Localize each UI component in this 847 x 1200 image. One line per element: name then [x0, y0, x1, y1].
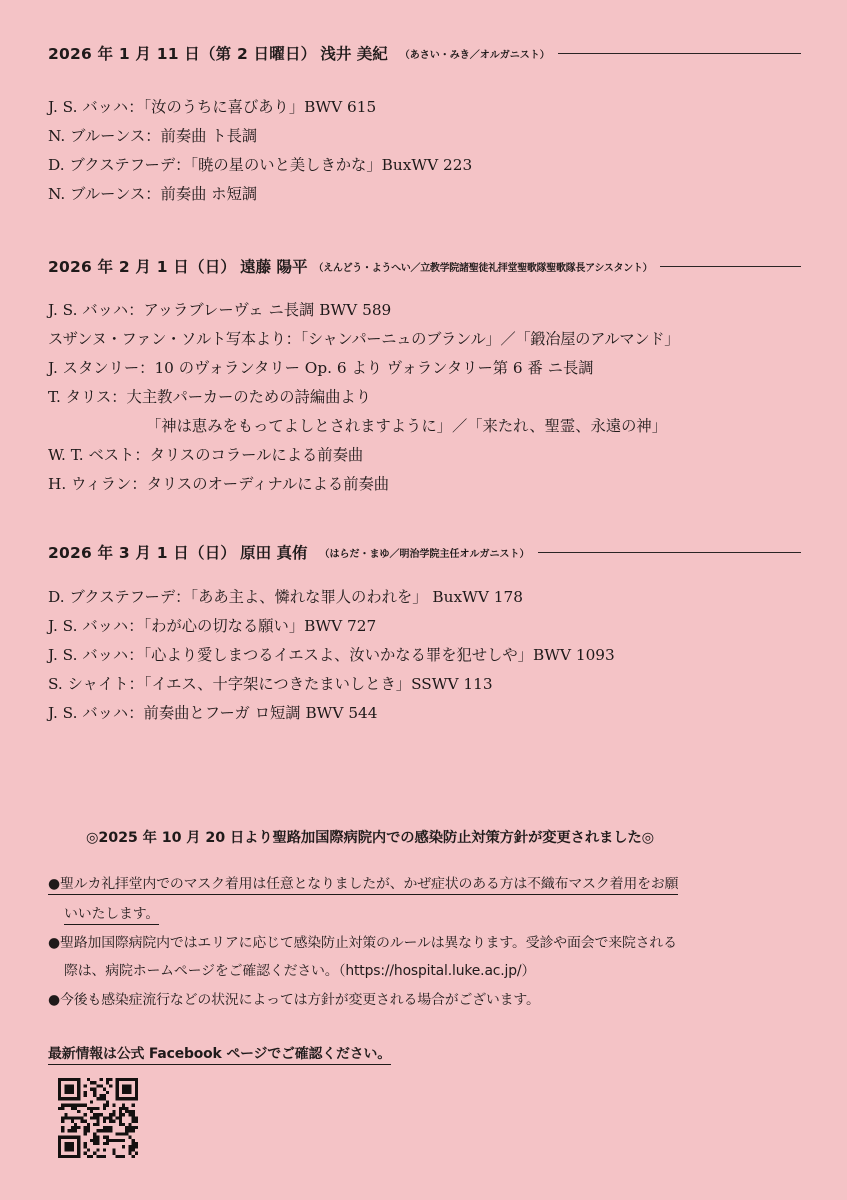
program-item: N. ブルーンス：前奏曲 ト長調	[48, 127, 258, 145]
program-item: D. ブクステフーデ：「ああ主よ、憐れな罪人のわれを」 BuxWV 178	[48, 588, 523, 606]
performer-name: 浅井 美紀	[320, 45, 388, 63]
notice-item-mask-line-2: いいたします。	[64, 906, 159, 925]
latest-info-facebook: 最新情報は公式 Facebook ページでご確認ください。	[48, 1042, 391, 1065]
header-divider	[538, 552, 802, 553]
program-list-3	[48, 583, 807, 728]
program-item: J. S. バッハ：前奏曲とフーガ ロ短調 BWV 544	[48, 704, 378, 722]
program-item: J. S. バッハ：アッラブレーヴェ ニ長調 BWV 589	[48, 301, 392, 319]
program-list-1	[48, 93, 807, 209]
program-item: W. T. ベスト：タリスのコラールによる前奏曲	[48, 446, 364, 464]
program-item: H. ウィラン：タリスのオーディナルによる前奏曲	[48, 475, 390, 493]
qr-code[interactable]	[58, 1078, 138, 1158]
notice-item-mask-line-1: ●聖ルカ礼拝堂内でのマスク着用は任意となりましたが、かぜ症状のある方は不織布マスク着用をお願	[48, 876, 678, 895]
notice-item-policy-change: ●今後も感染症流行などの状況によっては方針が変更される場合がございます。	[48, 992, 540, 1008]
program-item: J. S. バッハ：「汝のうちに喜びあり」BWV 615	[48, 98, 377, 116]
concert-header-1	[48, 40, 801, 66]
program-item: J. スタンリー：10 のヴォランタリー Op. 6 より ヴォランタリー第 6 番 ニ長調	[48, 359, 594, 377]
program-item-continuation: 「神は恵みをもってよしとされますように」／「来たれ、聖霊、永遠の神」	[146, 417, 668, 435]
concert-header-3	[48, 539, 801, 565]
notice-title: ◎2025 年 10 月 20 日より聖路加国際病院内での感染防止対策方針が変更されました◎	[86, 830, 655, 846]
notice-item-rules-continuation: 際は、病院ホームページをご確認ください。（https://hospital.luke.ac.jp/）	[64, 963, 536, 979]
program-item: スザンヌ・ファン・ソルト写本より：「シャンパーニュのブランル」／「鍛冶屋のアルマンド」	[48, 330, 680, 348]
program-item: T. タリス：大主教パーカーのための詩編曲より	[48, 388, 372, 406]
performer-role: （はらだ・まゆ／明治学院主任オルガニスト）	[319, 548, 530, 560]
program-item: S. シャイト：「イエス、十字架につきたまいしとき」SSWV 113	[48, 675, 493, 693]
performer-role: （あさい・みき／オルガニスト）	[399, 49, 550, 61]
program-item: D. ブクステフーデ：「暁の星のいと美しきかな」BuxWV 223	[48, 156, 473, 174]
performer-name: 遠藤 陽平	[240, 258, 308, 276]
program-item: J. S. バッハ：「わが心の切なる願い」BWV 727	[48, 617, 377, 635]
concert-date: 2026 年 3 月 1 日（日）	[48, 544, 237, 562]
notice-item-mask	[48, 872, 678, 892]
header-divider	[660, 266, 801, 267]
concert-header-2	[48, 253, 801, 279]
program-list-2	[48, 296, 807, 499]
concert-date: 2026 年 1 月 11 日（第 2 日曜日）	[48, 45, 317, 63]
performer-name: 原田 真侑	[240, 544, 308, 562]
notice-item-mask-continuation	[64, 902, 159, 922]
performer-role: （えんどう・ようへい／立教学院諸聖徒礼拝堂聖歌隊聖歌隊長アシスタント）	[313, 262, 653, 274]
program-item: J. S. バッハ：「心より愛しまつるイエスよ、汝いかなる罪を犯せしや」BWV 1093	[48, 646, 615, 664]
header-divider	[558, 53, 801, 54]
program-item: N. ブルーンス：前奏曲 ホ短調	[48, 185, 258, 203]
notice-item-rules: ●聖路加国際病院内ではエリアに応じて感染防止対策のルールは異なります。受診や面会で来院される	[48, 935, 677, 951]
concert-date: 2026 年 2 月 1 日（日）	[48, 258, 237, 276]
